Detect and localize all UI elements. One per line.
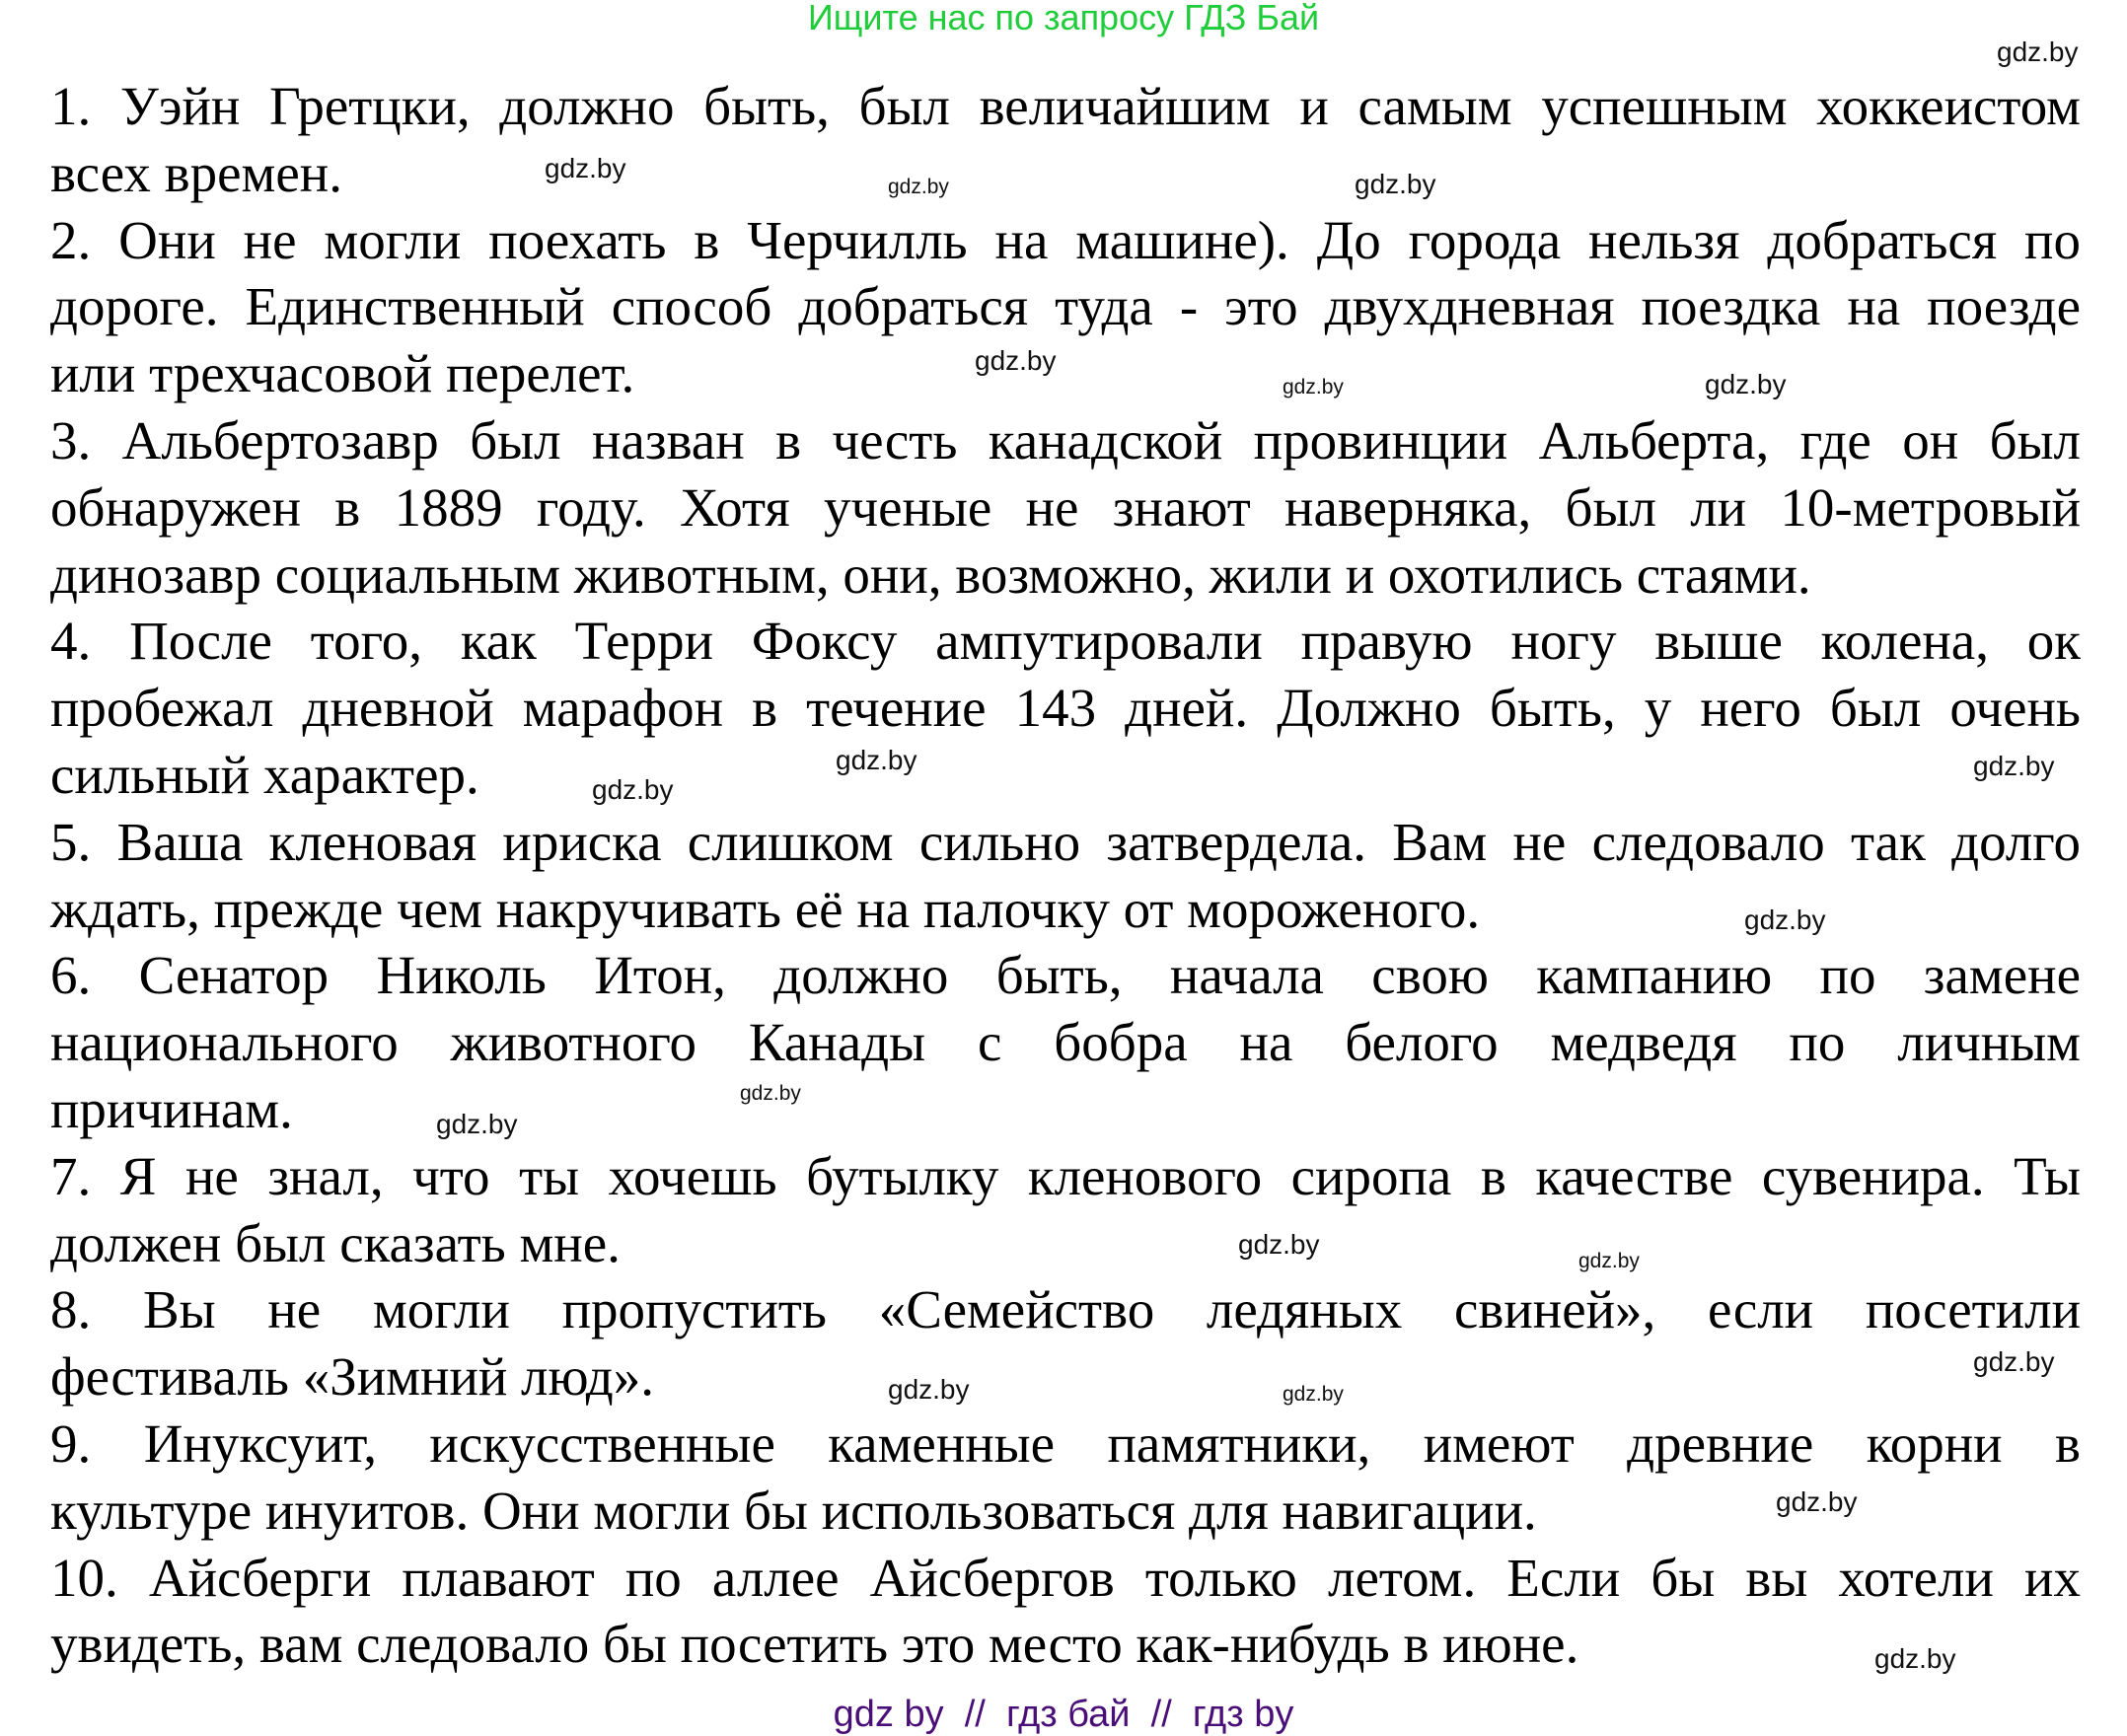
text-line: всех времен. bbox=[50, 142, 342, 203]
watermark: gdz.by bbox=[1997, 36, 2079, 67]
footer-links: gdz by // гдз бай // гдз by bbox=[833, 1694, 1294, 1735]
text-line: 2. Они не могли поехать в Черчилль на машине). До города нельзя добраться по bbox=[50, 209, 2081, 270]
watermark: gdz.by bbox=[1283, 1383, 1344, 1407]
text-line: дороге. Единственный способ добраться туда - это двухдневная поездка на поезде bbox=[50, 276, 2081, 337]
text-line: 9. Инуксуит, искусственные каменные памятники, имеют древние корни в bbox=[50, 1413, 2081, 1474]
text-line: сильный характер. bbox=[50, 745, 479, 805]
text-line: национального животного Канады с бобра на белого медведя по личным bbox=[50, 1012, 2081, 1073]
watermark: gdz.by bbox=[888, 1374, 970, 1406]
promo-header: Ищите нас по запросу ГДЗ Бай bbox=[807, 0, 1320, 37]
watermark: gdz.by bbox=[740, 1082, 801, 1105]
text-line: увидеть, вам следовало бы посетить это место как-нибудь в июне. bbox=[50, 1614, 1579, 1675]
text-line: или трехчасовой перелет. bbox=[50, 343, 635, 404]
watermark: gdz.by bbox=[1355, 168, 1436, 199]
watermark: gdz.by bbox=[975, 345, 1057, 377]
text-line: должен был сказать мне. bbox=[50, 1212, 621, 1273]
watermark: gdz.by bbox=[1283, 376, 1344, 399]
watermark: gdz.by bbox=[1973, 751, 2055, 781]
watermark: gdz.by bbox=[1744, 904, 1826, 935]
text-line: 3. Альбертозавр был назван в честь канадской провинции Альберта, где он был bbox=[50, 410, 2081, 470]
text-line: пробежал дневной марафон в течение 143 дней. Должно быть, у него был очень bbox=[50, 678, 2081, 739]
text-line: 4. После того, как Терри Фоксу ампутировали правую ногу выше колена, ок bbox=[50, 611, 2081, 672]
text-line: культуре инуитов. Они могли бы использоваться для навигации. bbox=[50, 1480, 1537, 1541]
watermark: gdz.by bbox=[888, 175, 949, 198]
watermark: gdz.by bbox=[545, 152, 626, 183]
text-line: 7. Я не знал, что ты хочешь бутылку кленового сиропа в качестве сувенира. Ты bbox=[50, 1145, 2081, 1206]
text-line: обнаружен в 1889 году. Хотя ученые не знают наверняка, был ли 10-метровый bbox=[50, 476, 2081, 538]
watermark: gdz.by bbox=[436, 1109, 518, 1139]
text-line: фестиваль «Зимний люд». bbox=[50, 1346, 655, 1408]
text-line: 10. Айсберги плавают по аллее Айсбергов только летом. Если бы вы хотели их bbox=[50, 1547, 2081, 1608]
watermark: gdz.by bbox=[592, 774, 674, 805]
watermark: gdz.by bbox=[836, 745, 917, 775]
text-line: причинам. bbox=[50, 1079, 293, 1139]
watermark: gdz.by bbox=[1578, 1249, 1640, 1272]
text-line: 1. Уэйн Гретцки, должно быть, был величайшим и самым успешным хоккеистом bbox=[50, 76, 2081, 136]
watermark: gdz.by bbox=[1776, 1485, 1858, 1517]
text-line: 6. Сенатор Николь Итон, должно быть, начала свою кампанию по замене bbox=[50, 945, 2081, 1006]
watermark: gdz.by bbox=[1238, 1228, 1320, 1260]
watermark: gdz.by bbox=[1973, 1346, 2055, 1378]
text-line: 8. Вы не могли пропустить «Семейство ледяных свиней», если посетили bbox=[50, 1279, 2081, 1340]
text-line: динозавр социальным животным, они, возможно, жили и охотились стаями. bbox=[50, 543, 1811, 605]
text-line: ждать, прежде чем накручивать её на палочку от мороженого. bbox=[50, 878, 1481, 939]
watermark: gdz.by bbox=[1874, 1643, 1956, 1675]
watermark: gdz.by bbox=[1705, 369, 1787, 400]
text-line: 5. Ваша кленовая ириска слишком сильно затвердела. Вам не следовало так долго bbox=[50, 811, 2081, 872]
